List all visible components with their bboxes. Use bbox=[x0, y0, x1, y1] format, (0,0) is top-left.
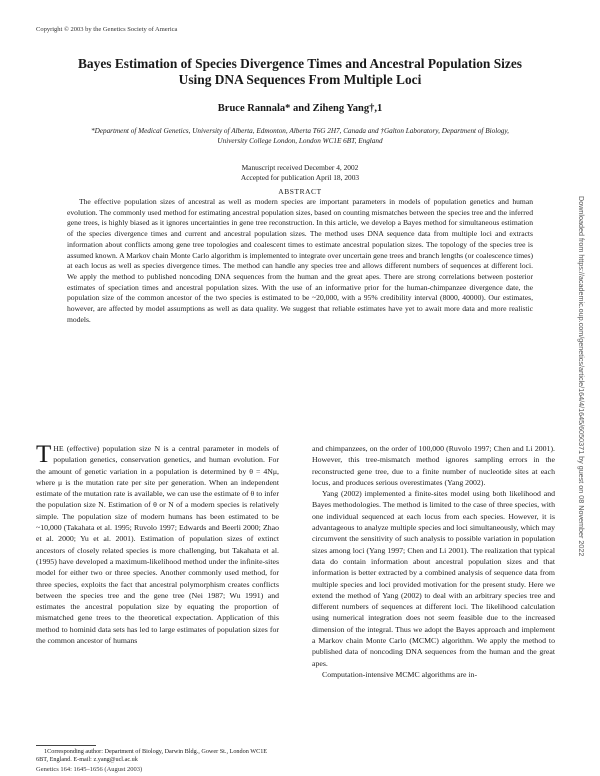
title-line-2: Using DNA Sequences From Multiple Loci bbox=[178, 72, 422, 87]
article-title bbox=[40, 56, 560, 88]
journal-citation-footer: Genetics 164: 1645–1656 (August 2003) bbox=[36, 766, 143, 773]
author-list: Bruce Rannala* and Ziheng Yang†,1 bbox=[217, 103, 383, 114]
abstract-heading: ABSTRACT bbox=[278, 187, 322, 196]
footnote-divider bbox=[36, 745, 96, 746]
download-watermark-text: Downloaded from https://academic.oup.com/genetics/article/164/4/1645/6050371 by guest on 08 November 2022 bbox=[577, 196, 586, 557]
affiliation-line-2: University College London, London WC1E 6BT, England bbox=[217, 137, 383, 145]
drop-cap: T bbox=[36, 441, 52, 468]
copyright-notice: Copyright © 2003 by the Genetics Society of America bbox=[36, 26, 178, 33]
intro-paragraph-2: and chimpanzees, on the order of 100,000 (Ruvolo 1997; Chen and Li 2001). However, this tree-mismatch method ignores sampling errors in the reconstructed gene tree, due to a finite number of nucleotide sites at each locus, and produces serious overestimates (Yang 2002). bbox=[312, 444, 555, 487]
intro-paragraph-4: Computation-intensive MCMC algorithms are in- bbox=[322, 669, 478, 679]
intro-paragraph-1 bbox=[36, 443, 279, 646]
received-date: Manuscript received December 4, 2002 bbox=[241, 163, 359, 172]
download-watermark bbox=[575, 196, 587, 616]
body-column-left bbox=[36, 443, 279, 646]
title-line-1: Bayes Estimation of Species Divergence Times and Ancestral Population Sizes bbox=[78, 56, 522, 71]
affiliation-line-1: *Department of Medical Genetics, University of Alberta, Edmonton, Alberta T6G 2H7, Canada and †Galton Laboratory, Department of Biology, bbox=[91, 127, 509, 135]
intro-paragraph-1-text: HE (effective) population size N is a central parameter in models of population genetics, conservation genetics, and human evolution. For the amount of genetic variation in a population is determined by θ = 4Nμ, where μ is the mutation rate per site per generation. When an independent estimate of the mutation rate is available, we can use the estimate of θ to infer the population size N. Estimation of θ or N of a modern species is relatively simple. The population size of modern humans has been estimated to be ~10,000 (Takahata et al. 1995; Ruvolo 1997; Edwards and Beerli 2000; Zhao et al. 2000; Yu et al. 2001). Estimation of population sizes of extinct ancestors of closely related species is more challenging, but Takahata et al. (1995) have developed a maximum-likelihood method under the infinite-sites model for either two or three species. Another commonly used method, for three species, exploits the fact that ancestral polymorphism creates conflicts between the species tree and the gene tree (Nei 1987; Wu 1991) and estimates the ancestral population size by equating the proportion of mismatched gene trees to the theoretical expectation. Application of this method to hominid data sets has led to large estimates of population sizes for the common ancestor of humans bbox=[36, 444, 279, 646]
body-column-right bbox=[312, 443, 555, 680]
accepted-date: Accepted for publication April 18, 2003 bbox=[240, 173, 360, 182]
intro-paragraph-3: Yang (2002) implemented a finite-sites model using both likelihood and Bayes methodologies. The method is limited to the case of three species, with one individual sequenced at each locus from each species. However, it is advantageous to analyze multiple species and loci simultaneously, which may circumvent the sensitivity of such analysis to possible variation in population sizes among loci (Yang 1997; Chen and Li 2001). The realization that typical data do contain information about ancestral population sizes and that information is better extracted by a combined analysis of sequence data from multiple species and loci provided motivation for the present study. Here we extend the method of Yang (2002) to deal with an arbitrary species tree and different numbers of sequences at different loci. The likelihood calculation using numerical integration does not seem feasible due to the increased dimension of the integral. Thus we adopt the Bayes approach and implement a Markov chain Monte Carlo (MCMC) algorithm. We apply the method to published data of noncoding DNA sequences from the human and the great apes. bbox=[312, 489, 555, 668]
abstract-text: The effective population sizes of ancestral as well as modern species are important parameters in models of population genetics and human evolution. The commonly used method for estimating ancestral population sizes, based on counting mismatches between the species tree and the inferred gene trees, is highly biased as it ignores uncertainties in gene tree reconstruction. In this article, we develop a Bayes method for simultaneous estimation of the species divergence times and current and ancestral population sizes. The method uses DNA sequence data from multiple loci and extracts information about conflicts among gene tree topologies and coalescent times to estimate ancestral population sizes. The topology of the species tree is assumed known. A Markov chain Monte Carlo algorithm is implemented to integrate over uncertain gene trees and branch lengths (or coalescence times) at each locus as well as species divergence times. The method can handle any species tree and allows different numbers of sequences at different loci. We apply the method to published noncoding DNA sequences from the human and the great apes. There are strong correlations between posterior estimates of speciation times and ancestral population sizes. With the use of an informative prior for the human-chimpanzee divergence date, the population size of the common ancestor of the two species is estimated to be ~20,000, with a 95% credibility interval (8000, 40000). Our estimates, however, are affected by model assumptions as well as data quality. We suggest that reliable estimates have yet to await more data and more realistic models. bbox=[67, 197, 533, 324]
manuscript-dates bbox=[40, 163, 560, 183]
corresponding-author-footnote: 1Corresponding author: Department of Biology, Darwin Bldg., Gower St., London WC1E 6BT, England. E-mail: z.yang@ucl.ac.uk bbox=[36, 748, 268, 763]
author-affiliations bbox=[56, 126, 544, 146]
